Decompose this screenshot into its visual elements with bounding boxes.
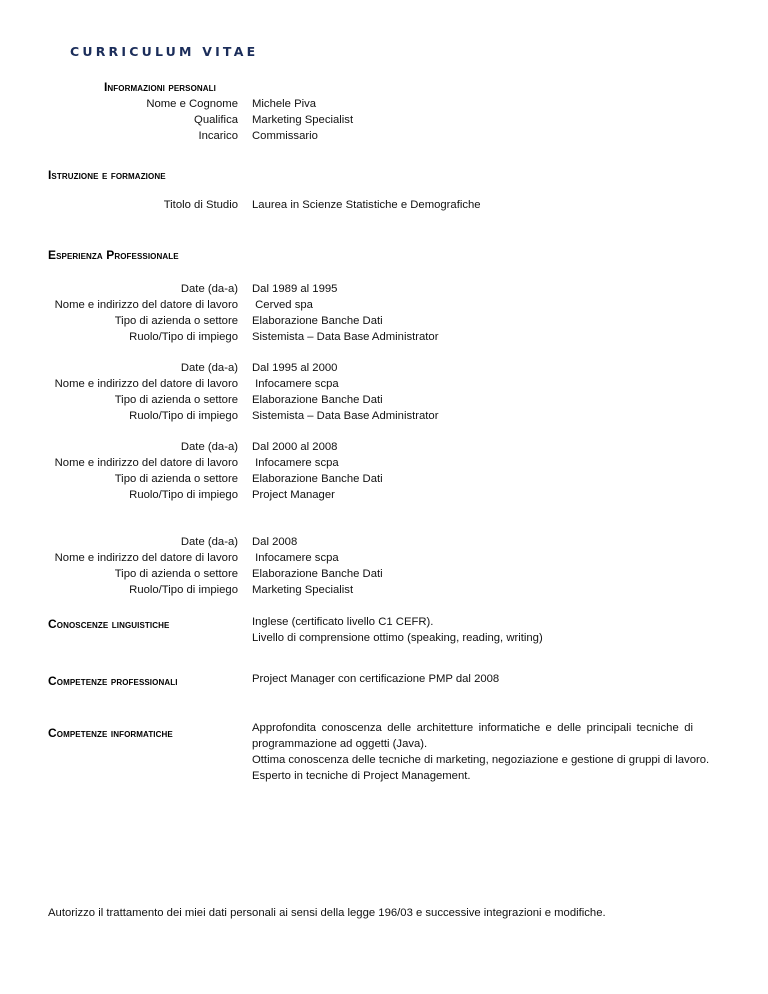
job-label: Ruolo/Tipo di impiego bbox=[129, 331, 238, 343]
qualification-label: Qualifica bbox=[194, 114, 238, 126]
role-label: Incarico bbox=[198, 130, 238, 142]
professional-skills-heading: Competenze professionali bbox=[48, 674, 178, 688]
job-label: Ruolo/Tipo di impiego bbox=[129, 410, 238, 422]
qualification-value: Marketing Specialist bbox=[252, 114, 354, 126]
job-label: Ruolo/Tipo di impiego bbox=[129, 489, 238, 501]
degree-label: Titolo di Studio bbox=[163, 199, 238, 211]
education-heading: Istruzione e formazione bbox=[48, 168, 166, 182]
professional-line: Project Manager con certificazione PMP dal 2008 bbox=[252, 673, 500, 685]
personal-values bbox=[252, 96, 353, 144]
experience-entry-2 bbox=[252, 360, 438, 424]
employer-label: Nome e indirizzo del datore di lavoro bbox=[54, 457, 238, 469]
employer-value: Infocamere scpa bbox=[252, 552, 339, 564]
sector-label: Tipo di azienda o settore bbox=[114, 394, 238, 406]
sector-label: Tipo di azienda o settore bbox=[114, 473, 238, 485]
date-label: Date (da-a) bbox=[180, 536, 238, 548]
it-skills-line: Esperto in tecniche di Project Management. bbox=[252, 770, 471, 782]
professional-skills-text bbox=[252, 671, 693, 687]
employer-value: Cerved spa bbox=[252, 299, 313, 311]
date-value: Dal 1989 al 1995 bbox=[252, 283, 338, 295]
employer-value: Infocamere scpa bbox=[252, 378, 339, 390]
it-skills-text bbox=[252, 720, 710, 784]
date-value: Dal 2008 bbox=[252, 536, 298, 548]
language-line: Inglese (certificato livello C1 CEFR). bbox=[252, 616, 434, 628]
experience-entry-2-labels bbox=[0, 360, 238, 424]
sector-value: Elaborazione Banche Dati bbox=[252, 315, 383, 327]
name-value: Michele Piva bbox=[252, 98, 317, 110]
employer-label: Nome e indirizzo del datore di lavoro bbox=[54, 552, 238, 564]
job-value: Sistemista – Data Base Administrator bbox=[252, 410, 439, 422]
experience-entry-4 bbox=[252, 534, 383, 598]
languages-text bbox=[252, 614, 693, 646]
page-title: CURRICULUM VITAE bbox=[70, 44, 259, 59]
job-value: Marketing Specialist bbox=[252, 584, 354, 596]
sector-value: Elaborazione Banche Dati bbox=[252, 568, 383, 580]
sector-value: Elaborazione Banche Dati bbox=[252, 394, 383, 406]
employer-label: Nome e indirizzo del datore di lavoro bbox=[54, 378, 238, 390]
employer-label: Nome e indirizzo del datore di lavoro bbox=[54, 299, 238, 311]
experience-entry-1-labels bbox=[0, 281, 238, 345]
experience-heading: Esperienza Professionale bbox=[48, 248, 179, 262]
sector-label: Tipo di azienda o settore bbox=[114, 315, 238, 327]
education-label-col bbox=[0, 197, 238, 213]
sector-label: Tipo di azienda o settore bbox=[114, 568, 238, 580]
experience-entry-3 bbox=[252, 439, 383, 503]
language-line: Livello di comprensione ottimo (speaking, reading, writing) bbox=[252, 632, 543, 644]
it-skills-heading: Competenze informatiche bbox=[48, 726, 173, 740]
experience-entry-3-labels bbox=[0, 439, 238, 503]
education-value-col bbox=[252, 197, 481, 213]
job-label: Ruolo/Tipo di impiego bbox=[129, 584, 238, 596]
employer-value: Infocamere scpa bbox=[252, 457, 339, 469]
date-label: Date (da-a) bbox=[180, 362, 238, 374]
degree-value: Laurea in Scienze Statistiche e Demografiche bbox=[252, 199, 481, 211]
sector-value: Elaborazione Banche Dati bbox=[252, 473, 383, 485]
languages-heading: Conoscenze linguistiche bbox=[48, 617, 170, 631]
personal-labels bbox=[0, 96, 238, 144]
date-value: Dal 2000 al 2008 bbox=[252, 441, 338, 453]
experience-entry-4-labels bbox=[0, 534, 238, 598]
personal-info-heading: Informazioni personali bbox=[104, 80, 216, 94]
job-value: Sistemista – Data Base Administrator bbox=[252, 331, 439, 343]
role-value: Commissario bbox=[252, 130, 318, 142]
experience-entry-1 bbox=[252, 281, 438, 345]
it-skills-paragraph: Approfondita conoscenza delle architetture informatiche e delle principali tecniche di programmazione ad oggetti (Java). bbox=[252, 722, 693, 750]
privacy-consent: Autorizzo il trattamento dei miei dati personali ai sensi della legge 196/03 e successive integrazioni e modifiche. bbox=[48, 907, 606, 919]
it-skills-line: Ottima conoscenza delle tecniche di marketing, negoziazione e gestione di gruppi di lavoro. bbox=[252, 754, 710, 766]
job-value: Project Manager bbox=[252, 489, 335, 501]
date-label: Date (da-a) bbox=[180, 441, 238, 453]
date-label: Date (da-a) bbox=[180, 283, 238, 295]
date-value: Dal 1995 al 2000 bbox=[252, 362, 338, 374]
name-label: Nome e Cognome bbox=[146, 98, 238, 110]
